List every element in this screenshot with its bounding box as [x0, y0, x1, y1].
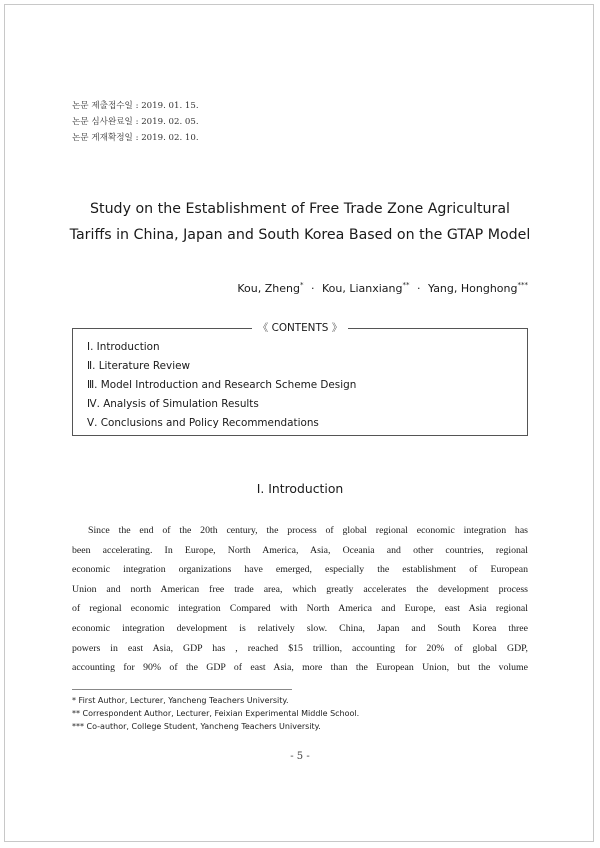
body-line: economic integration organizations have emerged, especially the establishment of European: [72, 564, 528, 576]
title-line-1: Study on the Establishment of Free Trade Zone Agricultural: [90, 201, 510, 217]
contents-item: Ⅰ. Introduction: [87, 341, 160, 353]
body-line: economic integration development is relatively slow. China, Japan and South Korea three: [72, 622, 528, 634]
body-paragraph: [72, 521, 528, 678]
contents-list: [87, 338, 356, 433]
author-separator: ·: [416, 282, 421, 295]
contents-box: [72, 322, 528, 436]
title-line-2: Tariffs in China, Japan and South Korea Based on the GTAP Model: [69, 227, 531, 243]
author-3-mark: ***: [517, 281, 528, 289]
author-2: Kou, Lianxiang: [321, 282, 403, 295]
author-1-mark: *: [299, 281, 304, 289]
author-2-mark: **: [402, 281, 410, 289]
footnote-divider: [72, 689, 292, 690]
contents-item: Ⅳ. Analysis of Simulation Results: [87, 398, 259, 410]
page-number: - 5 -: [290, 751, 310, 762]
author-separator: ·: [310, 282, 315, 295]
body-line: Since the end of the 20th century, the process of global regional economic integration has: [88, 525, 528, 536]
footnote: * First Author, Lecturer, Yancheng Teachers University.: [72, 696, 289, 705]
footnote: *** Co-author, College Student, Yancheng Teachers University.: [72, 722, 321, 731]
body-line: of regional economic integration Compared with North America and Europe, east Asia regional: [72, 603, 528, 615]
body-line: Union and north American free trade area, which greatly accelerates the development process: [72, 583, 528, 595]
date-reviewed: 논문 심사완료일 : 2019. 02. 05.: [72, 117, 199, 127]
paper-title: [40, 196, 560, 248]
author-1: Kou, Zheng: [237, 282, 300, 295]
submission-dates: [72, 98, 199, 146]
author-list: [237, 277, 528, 297]
section-heading: Ⅰ. Introduction: [256, 481, 344, 496]
contents-heading: 《 CONTENTS 》: [73, 321, 527, 335]
body-line: accounting for 90% of the GDP of east Asia, more than the European Union, but the volume: [72, 662, 528, 674]
contents-item: Ⅲ. Model Introduction and Research Scheme Design: [87, 379, 357, 391]
body-line: powers in east Asia, GDP has , reached $15 trillion, accounting for 20% of global GDP,: [72, 642, 528, 654]
body-line: been accelerating. In Europe, North America, Asia, Oceania and other countries, regional: [72, 544, 528, 556]
footnote: ** Correspondent Author, Lecturer, Feixian Experimental Middle School.: [72, 709, 360, 718]
contents-item: Ⅴ. Conclusions and Policy Recommendations: [87, 417, 319, 429]
author-3: Yang, Honghong: [427, 282, 518, 295]
date-received: 논문 제출접수일 : 2019. 01. 15.: [72, 101, 199, 111]
date-accepted: 논문 게재확정일 : 2019. 02. 10.: [72, 133, 199, 143]
footnotes: [72, 694, 359, 733]
contents-item: Ⅱ. Literature Review: [87, 360, 190, 372]
